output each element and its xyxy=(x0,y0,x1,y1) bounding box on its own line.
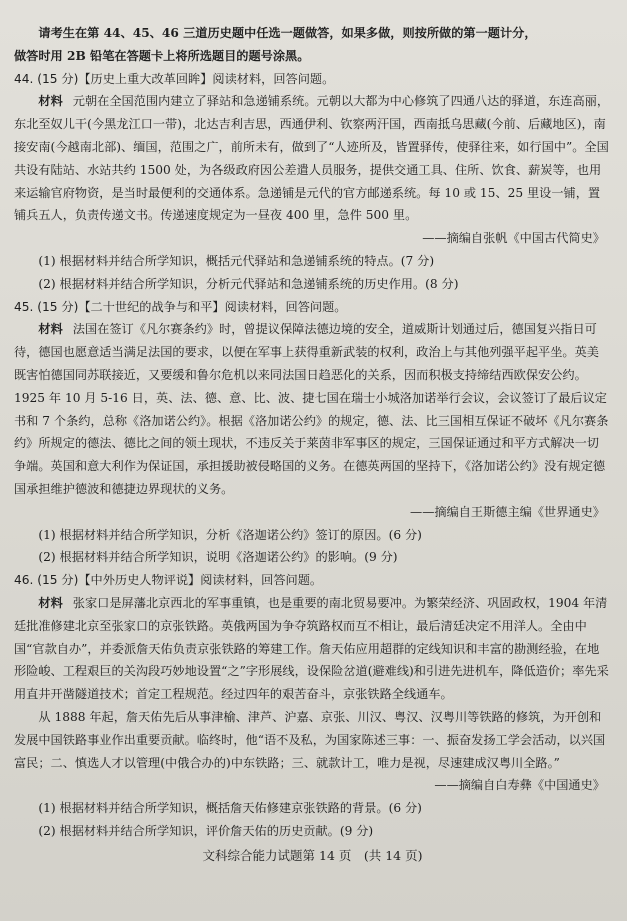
question-46-header: 46. (15 分)【中外历史人物评说】阅读材料，回答问题。 xyxy=(14,573,323,588)
question-45-source: ——摘编自王斯德主编《世界通史》 xyxy=(410,504,605,519)
question-44-header: 44. (15 分)【历史上重大改革回眸】阅读材料，回答问题。 xyxy=(14,71,335,86)
instruction-line-1: 请考生在第 44、45、46 三道历史题中任选一题做答，如果多做，则按所做的第一题计分， xyxy=(38,26,537,40)
question-46-material xyxy=(14,592,611,706)
question-45-sub-1: (1) 根据材料并结合所学知识，分析《洛迦诺公约》签订的原因。(6 分) xyxy=(38,527,422,542)
question-44-sub-2: (2) 根据材料并结合所学知识，分析元代驿站和急递铺系统的历史作用。(8 分) xyxy=(38,276,459,291)
question-46-source: ——摘编自白寿彝《中国通史》 xyxy=(434,778,605,793)
question-45 xyxy=(14,296,611,570)
question-46-sub-1: (1) 根据材料并结合所学知识，概括詹天佑修建京张铁路的背景。(6 分) xyxy=(38,801,422,816)
material-text: 法国在签订《凡尔赛条约》时，曾提议保障法德边境的安全，道威斯计划通过后，德国复兴指日可待，德国也愿意适当满足法国的要求，以便在军事上获得重新武装的权利，政治上与其他列强平起平坐。英美既害怕德国同苏联接近，又要缓和鲁尔危机以来同法国日趋恶化的关系，因而积极支持缔结西欧保安公约。1925 年 10 月 5-16 日，英、法、德、意、比、波、捷七国在瑞士小城洛加诺举行会议，会议签订了最后议定书和 7 个条约，总称《洛加诺公约》。根据《洛加诺公约》的规定，德、法、比三国相互保证不破坏《凡尔赛条约》所规定的德法、德比之间的领土现状，不违反关于莱茵非军事区的规定，三国保证通过和平方式解决一切争端。英国和意大利作为保证国，承担援助被侵略国的义务。在德英两国的坚持下，《洛加诺公约》没有规定德国承担维护德波和德捷边界现状的义务。 xyxy=(14,322,609,496)
question-45-header: 45. (15 分)【二十世纪的战争与和平】阅读材料，回答问题。 xyxy=(14,299,347,314)
material-text: 张家口是屏藩北京西北的军事重镇，也是重要的南北贸易要冲。为繁荣经济、巩固政权，1904 年清廷批准修建北京至张家口的京张铁路。英俄两国为争夺筑路权而互不相让，最后清廷决定不用洋人。全由中国“官款自办”，并委派詹天佑负责京张铁路的筹建工作。詹天佑应用超群的定线知识和丰富的勘测经验，在地形险峻、工程艰巨的关沟段巧妙地设置“之”字形展线，设保险岔道(避难线)和引进先进机车，降低造价；率先采用直井开凿隧道技术；首定工程规范。经过四年的艰苦奋斗，京张铁路全线通车。 xyxy=(14,595,609,702)
question-44-material xyxy=(14,90,611,227)
question-44-sub-1: (1) 根据材料并结合所学知识，概括元代驿站和急递铺系统的特点。(7 分) xyxy=(38,253,435,268)
material-label: 材料 xyxy=(38,322,63,337)
material-text: 元朝在全国范围内建立了驿站和急递铺系统。元朝以大都为中心修筑了四通八达的驿道，东连高丽，东北至奴儿干(今黑龙江口一带)，北达吉利吉思，西通伊利、钦察两汗国，西南抵乌思藏(今前、后藏地区)，南接安南(今越南北部)、缅国，范围之广，前所未有，做到了“人迹所及，皆置驿传，使驿往来，如行国中”。全国共设有陆站、水站共约 1500 处，为各级政府因公差遣人员服务，提供交通工具、住所、饮食、薪炭等，也用来运输官府物资，是当时最便利的交通体系。急递铺是元代的官方邮递系统。每 10 或 15、25 里设一铺，置铺兵五人，负责传递文书。传递速度规定为一昼夜 400 里，急件 500 里。 xyxy=(14,94,610,223)
question-46-sub-2: (2) 根据材料并结合所学知识，评价詹天佑的历史贡献。(9 分) xyxy=(38,823,374,838)
question-45-material xyxy=(14,318,611,500)
question-44-source: ——摘编自张帆《中国古代简史》 xyxy=(422,231,605,246)
question-46-material-2: 从 1888 年起，詹天佑先后从事津榆、津芦、沪嘉、京张、川汉、粤汉、汉粤川等铁路的修筑，为开创和发展中国铁路事业作出重要贡献。临终时，他“语不及私，为国家陈述三事：一、振奋发扬工学会活动，以兴国富民；二、慎选人才以管理(中俄合办的)中东铁路；三、就款计工，唯力是视，尽速建成汉粤川全路。” xyxy=(14,709,606,770)
instruction-line-2: 做答时用 2B 铅笔在答题卡上将所选题目的题号涂黑。 xyxy=(14,48,310,63)
material-label: 材料 xyxy=(38,595,63,610)
question-46 xyxy=(14,569,611,843)
question-45-sub-2: (2) 根据材料并结合所学知识，说明《洛迦诺公约》的影响。(9 分) xyxy=(38,550,398,565)
material-label: 材料 xyxy=(38,94,63,109)
question-44 xyxy=(14,68,611,296)
page-footer: 文科综合能力试题第 14 页 (共 14 页) xyxy=(202,847,423,863)
